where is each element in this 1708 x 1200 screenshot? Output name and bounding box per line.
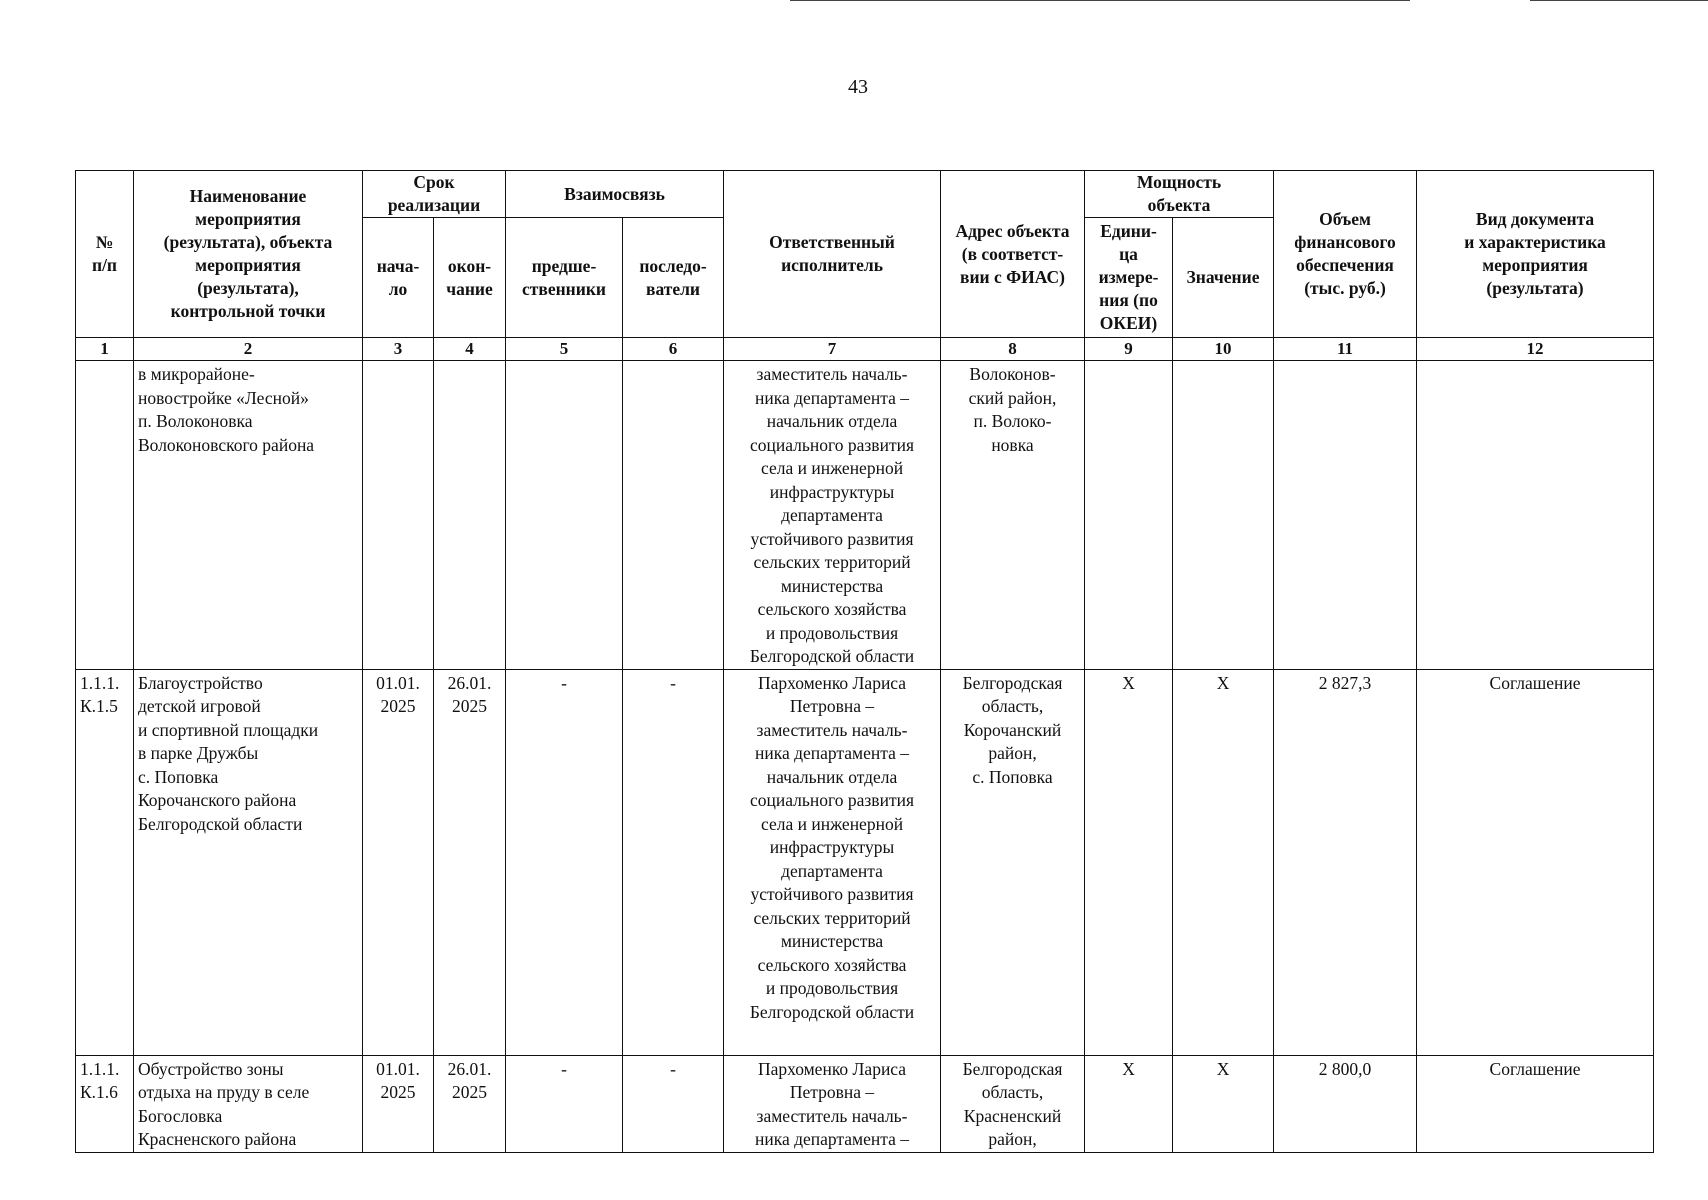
cell-name: Благоустройство детской игровой и спортивной площадки в парке Дружбы с. Поповка Корочанского района Белгородской области: [134, 669, 363, 1055]
header-finance: Объем финансового обеспечения (тыс. руб.): [1274, 171, 1417, 338]
cell-value: Х: [1173, 669, 1274, 1055]
header-term: Срок реализации: [363, 171, 506, 218]
header-value: Значение: [1173, 218, 1274, 338]
column-number: 2: [134, 338, 363, 361]
top-edge-line-right: [1530, 0, 1708, 1]
header-end: окон- чание: [434, 218, 506, 338]
column-number: 9: [1085, 338, 1173, 361]
column-number: 4: [434, 338, 506, 361]
cell-predecessors: [506, 361, 623, 670]
cell-document: Соглашение: [1417, 669, 1654, 1055]
table-row: [76, 361, 1654, 670]
column-number: 1: [76, 338, 134, 361]
table-row: [76, 1055, 1654, 1152]
column-number: 7: [724, 338, 941, 361]
cell-successors: -: [623, 669, 724, 1055]
cell-no: [76, 361, 134, 670]
cell-name: в микрорайоне- новостройке «Лесной» п. Волоконовка Волоконовского района: [134, 361, 363, 670]
cell-address: Волоконов- ский район, п. Волоко- новка: [941, 361, 1085, 670]
header-document: Вид документа и характеристика мероприятия (результата): [1417, 171, 1654, 338]
cell-responsible: Пархоменко Лариса Петровна – заместитель началь- ника департамента –: [724, 1055, 941, 1152]
cell-responsible: Пархоменко Лариса Петровна – заместитель началь- ника департамента – начальник отдела социального развития села и инженерной инфраструктуры департамента устойчивого развития сельских территорий министерства сельского хозяйства и продовольствия Белгородской области: [724, 669, 941, 1055]
cell-unit: Х: [1085, 669, 1173, 1055]
cell-start: [363, 361, 434, 670]
column-number: 3: [363, 338, 434, 361]
cell-no: 1.1.1. К.1.6: [76, 1055, 134, 1152]
cell-predecessors: -: [506, 669, 623, 1055]
cell-end: [434, 361, 506, 670]
header-no: № п/п: [76, 171, 134, 338]
cell-no: 1.1.1. К.1.5: [76, 669, 134, 1055]
cell-value: Х: [1173, 1055, 1274, 1152]
cell-document: Соглашение: [1417, 1055, 1654, 1152]
column-number: 6: [623, 338, 724, 361]
table-row: [76, 669, 1654, 1055]
cell-end: 26.01. 2025: [434, 1055, 506, 1152]
column-number: 12: [1417, 338, 1654, 361]
events-table: [75, 170, 1654, 1153]
cell-start: 01.01. 2025: [363, 669, 434, 1055]
header-unit: Едини- ца измере- ния (по ОКЕИ): [1085, 218, 1173, 338]
cell-start: 01.01. 2025: [363, 1055, 434, 1152]
cell-value: [1173, 361, 1274, 670]
cell-finance: 2 800,0: [1274, 1055, 1417, 1152]
column-number: 5: [506, 338, 623, 361]
header-responsible: Ответственный исполнитель: [724, 171, 941, 338]
header-start: нача- ло: [363, 218, 434, 338]
header-power: Мощность объекта: [1085, 171, 1274, 218]
cell-unit: Х: [1085, 1055, 1173, 1152]
header-name: Наименование мероприятия (результата), объекта мероприятия (результата), контрольной точки: [134, 171, 363, 338]
header-address: Адрес объекта (в соответст- вии с ФИАС): [941, 171, 1085, 338]
cell-document: [1417, 361, 1654, 670]
cell-end: 26.01. 2025: [434, 669, 506, 1055]
cell-successors: -: [623, 1055, 724, 1152]
cell-finance: 2 827,3: [1274, 669, 1417, 1055]
cell-predecessors: -: [506, 1055, 623, 1152]
cell-successors: [623, 361, 724, 670]
column-number: 11: [1274, 338, 1417, 361]
cell-responsible: заместитель началь- ника департамента – начальник отдела социального развития села и инженерной инфраструктуры департамента устойчивого развития сельских территорий министерства сельского хозяйства и продовольствия Белгородской области: [724, 361, 941, 670]
cell-finance: [1274, 361, 1417, 670]
column-number: 10: [1173, 338, 1274, 361]
cell-address: Белгородская область, Корочанский район, с. Поповка: [941, 669, 1085, 1055]
page-number: 43: [848, 76, 868, 98]
cell-address: Белгородская область, Красненский район,: [941, 1055, 1085, 1152]
top-edge-line: [790, 0, 1410, 1]
column-number: 8: [941, 338, 1085, 361]
header-predecessors: предше- ственники: [506, 218, 623, 338]
header-link: Взаимосвязь: [506, 171, 724, 218]
cell-unit: [1085, 361, 1173, 670]
cell-name: Обустройство зоны отдыха на пруду в селе Богословка Красненского района: [134, 1055, 363, 1152]
column-number-row: [76, 338, 1654, 361]
header-successors: последо- ватели: [623, 218, 724, 338]
